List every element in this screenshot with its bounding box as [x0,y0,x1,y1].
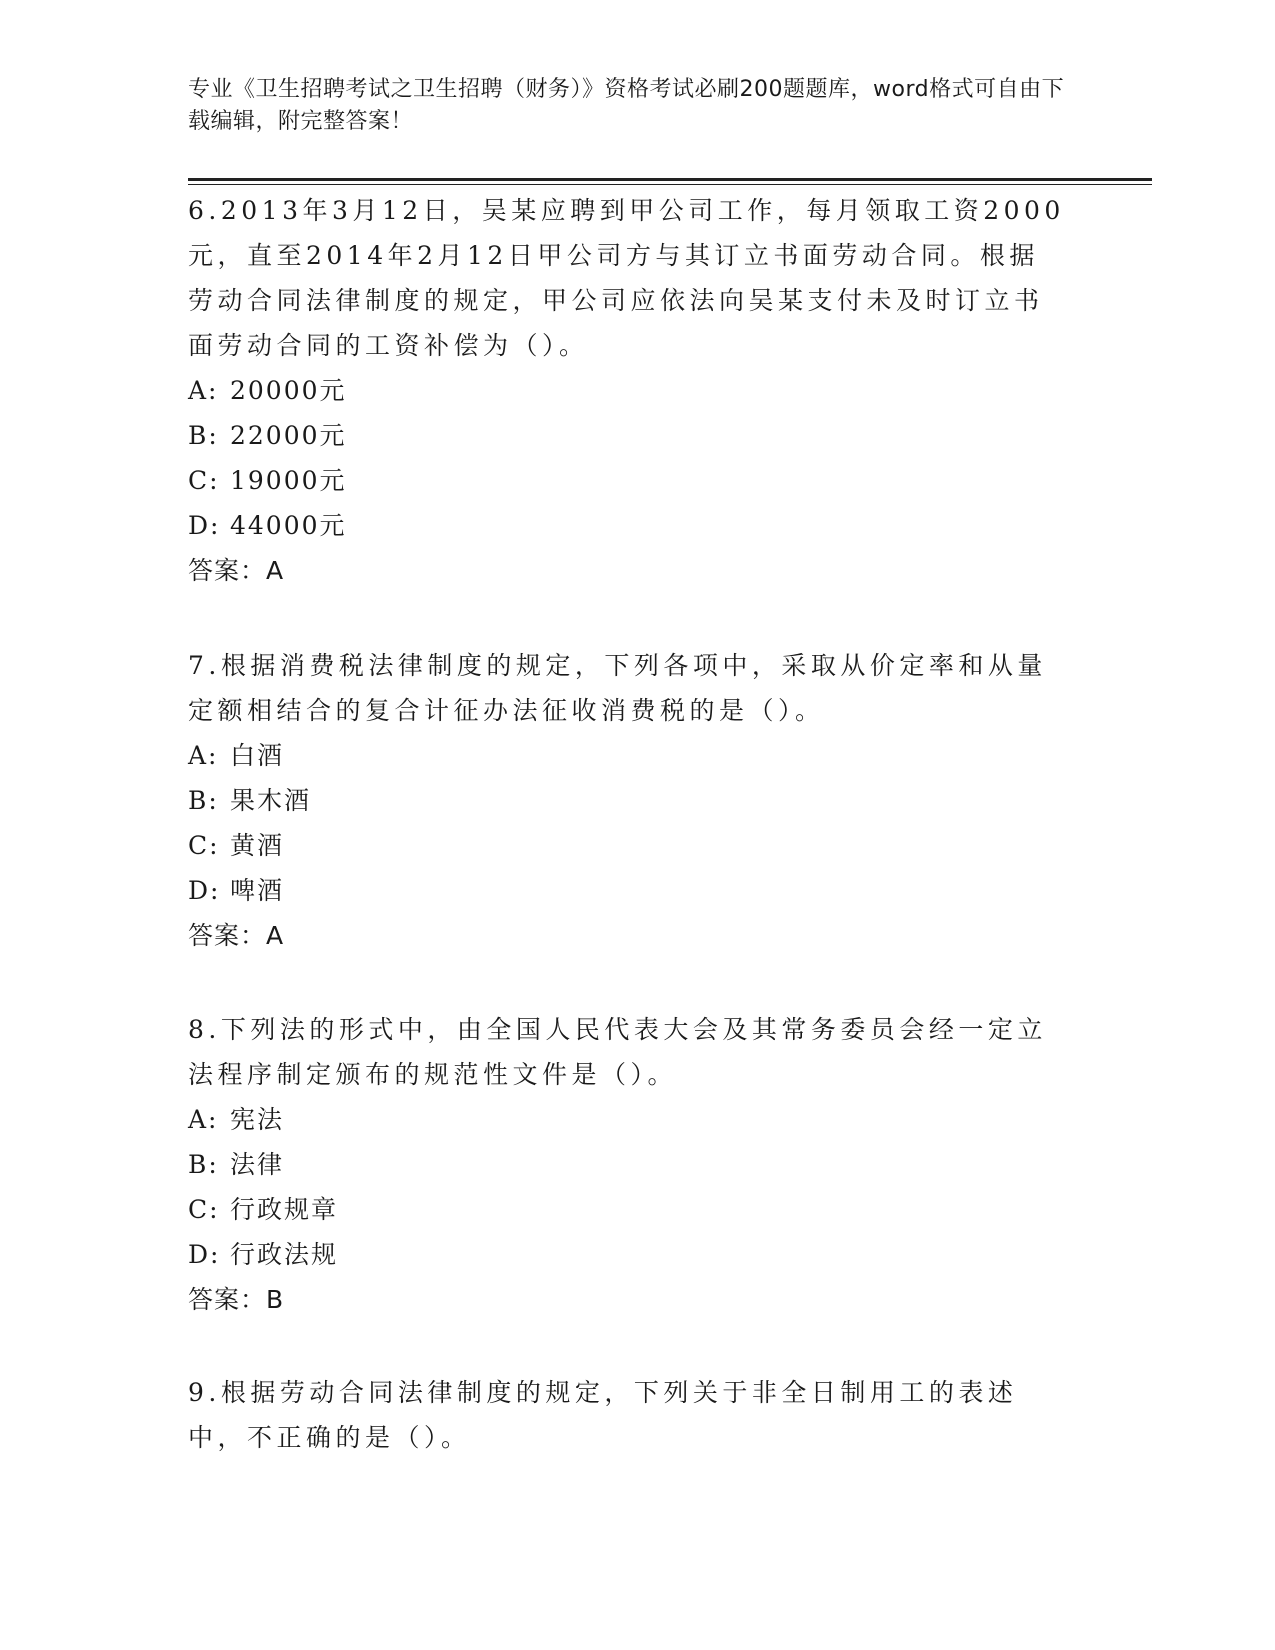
question-stem: 9.根据劳动合同法律制度的规定，下列关于非全日制用工的表述中，不正确的是（）。 [188,1378,1018,1452]
answer-line: 答案：A [188,921,285,950]
option-letter: B: [188,1150,219,1179]
question-8 [188,1007,1068,1323]
option-letter: B: [188,786,219,815]
option-b [188,1142,1068,1187]
option-text: 44000元 [230,511,347,540]
question-9 [188,1370,1068,1460]
option-letter: D: [188,1240,221,1269]
document-header: 专业《卫生招聘考试之卫生招聘（财务）》资格考试必刷200题题库，word格式可自由下载编辑，附完整答案！ [188,77,1065,134]
option-b [188,413,1068,458]
option-c [188,1187,1068,1232]
option-text: 啤酒 [230,876,285,905]
question-stem: 7.根据消费税法律制度的规定，下列各项中，采取从价定率和从量定额相结合的复合计征办法征收消费税的是（）。 [188,651,1047,725]
option-d [188,868,1068,913]
option-letter: D: [188,876,221,905]
answer-line: 答案：A [188,556,285,585]
option-b [188,778,1068,823]
option-text: 果木酒 [230,786,312,815]
option-letter: C: [188,831,220,860]
option-text: 行政规章 [230,1195,339,1224]
question-stem: 6.2013年3月12日，吴某应聘到甲公司工作，每月领取工资2000元，直至2014年2月12日甲公司方与其订立书面劳动合同。根据劳动合同法律制度的规定，甲公司应依法向吴某支付未及时订立书面劳动合同的工资补偿为（）。 [188,196,1065,360]
answer-line: 答案：B [188,1285,285,1314]
option-c [188,823,1068,868]
question-6 [188,188,1068,594]
option-letter: D: [188,511,221,540]
option-text: 22000元 [230,421,347,450]
option-c [188,458,1068,503]
option-letter: A: [188,1105,219,1134]
question-7 [188,643,1068,959]
option-d [188,503,1068,548]
option-a [188,1097,1068,1142]
option-a [188,733,1068,778]
option-text: 行政法规 [230,1240,339,1269]
option-a [188,368,1068,413]
option-letter: C: [188,1195,220,1224]
option-text: 黄酒 [230,831,285,860]
option-text: 宪法 [230,1105,285,1134]
header-rule-thin [188,184,1152,185]
option-letter: C: [188,466,220,495]
option-text: 20000元 [230,376,347,405]
option-letter: A: [188,376,219,405]
header-rule-thick [188,178,1152,181]
option-letter: B: [188,421,219,450]
question-stem: 8.下列法的形式中，由全国人民代表大会及其常务委员会经一定立法程序制定颁布的规范性文件是（）。 [188,1015,1047,1089]
option-text: 法律 [230,1150,285,1179]
option-d [188,1232,1068,1277]
option-text: 白酒 [230,741,285,770]
option-text: 19000元 [230,466,347,495]
option-letter: A: [188,741,219,770]
